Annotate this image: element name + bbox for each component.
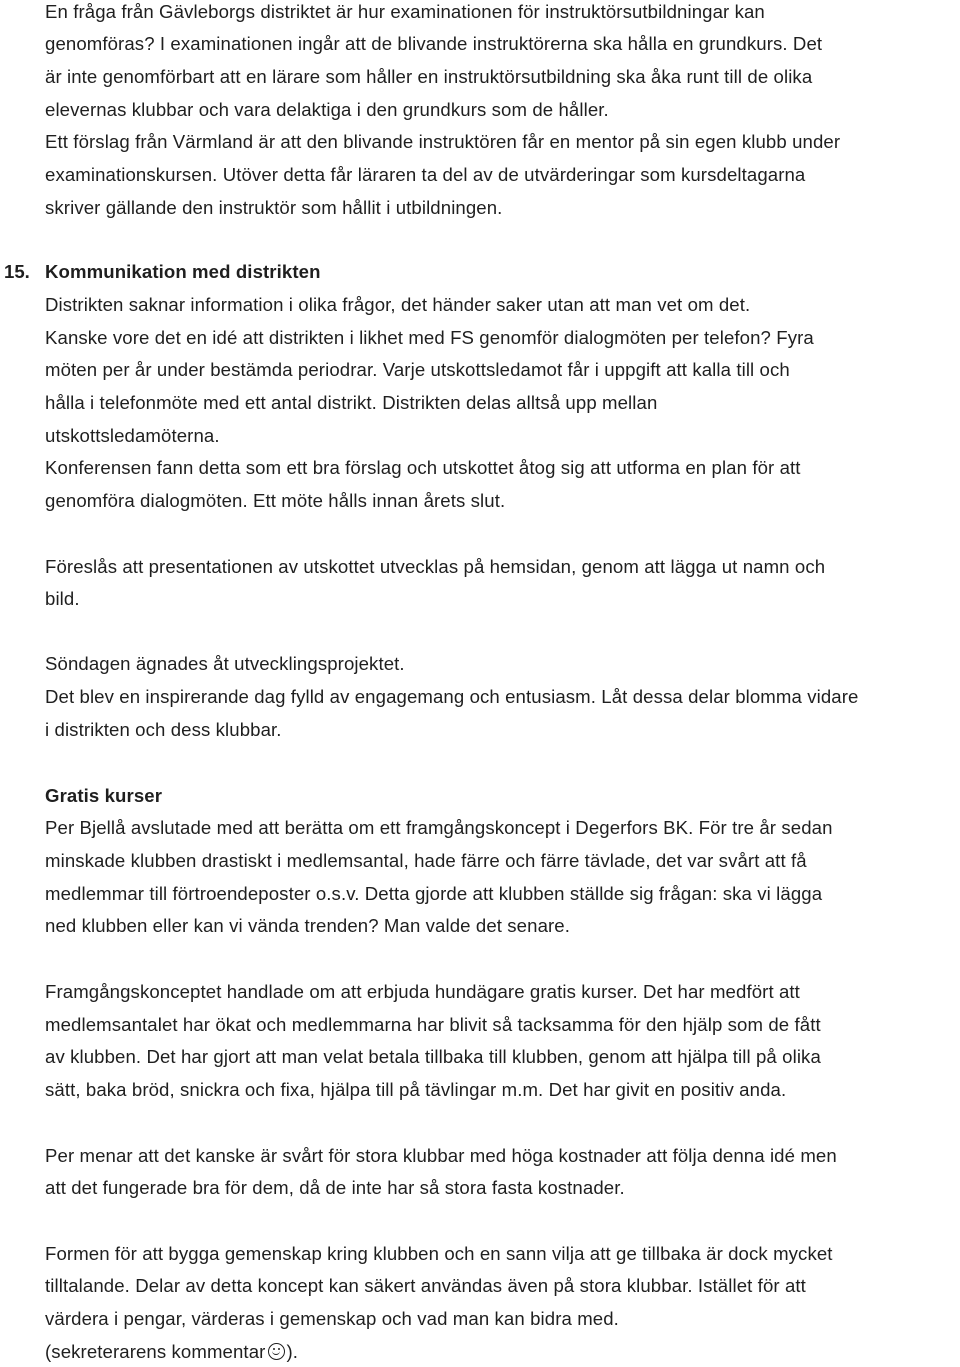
text-line: värdera i pengar, värderas i gemenskap och vad man kan bidra med. [45, 1308, 619, 1329]
text-line: Det blev en inspirerande dag fylld av engagemang och entusiasm. Låt dessa delar blomma vidare [45, 686, 859, 707]
text-line: genomföras? I examinationen ingår att de blivande instruktörerna ska hålla en grundkurs. Det [45, 33, 823, 54]
text-line: hålla i telefonmöte med ett antal distrikt. Distrikten delas alltså upp mellan [45, 392, 658, 413]
text-line: Föreslås att presentationen av utskottet utvecklas på hemsidan, genom att lägga ut namn och [45, 556, 826, 577]
section-heading: Gratis kurser [45, 785, 163, 806]
text-line: möten per år under bestämda periodrar. Varje utskottsledamot får i uppgift att kalla till och [45, 359, 790, 380]
text-line: Per menar att det kanske är svårt för stora klubbar med höga kostnader att följa denna idé men [45, 1145, 837, 1166]
section-number: 15. [4, 261, 30, 282]
text-line: medlemsantalet har ökat och medlemmarna har blivit så tacksamma för den hjälp som de fått [45, 1014, 821, 1035]
comment-closing: ). [286, 1341, 298, 1362]
text-line: Framgångskonceptet handlade om att erbjuda hundägare gratis kurser. Det har medfört att [45, 981, 800, 1002]
text-line: ned klubben eller kan vi vända trenden? Man valde det senare. [45, 915, 571, 936]
text-line: Kanske vore det en idé att distrikten i likhet med FS genomför dialogmöten per telefon? Fyra [45, 327, 814, 348]
text-line: Formen för att bygga gemenskap kring klubben och en sann vilja att ge tillbaka är dock mycket [45, 1243, 833, 1264]
text-line: Distrikten saknar information i olika frågor, det händer saker utan att man vet om det. [45, 294, 751, 315]
section-heading: Kommunikation med distrikten [45, 261, 321, 282]
text-line: i distrikten och dess klubbar. [45, 719, 282, 740]
text-line: genomföra dialogmöten. Ett möte hålls innan årets slut. [45, 490, 506, 511]
text-line: sätt, baka bröd, snickra och fixa, hjälpa till på tävlingar m.m. Det har givit en positiv anda. [45, 1079, 787, 1100]
text-line: av klubben. Det har gjort att man velat betala tillbaka till klubben, genom att hjälpa till på olika [45, 1046, 821, 1067]
text-line: Söndagen ägnades åt utvecklingsprojektet. [45, 653, 405, 674]
smiley-face-icon [268, 1343, 285, 1360]
text-line: Konferensen fann detta som ett bra förslag och utskottet åtog sig att utforma en plan för att [45, 457, 801, 478]
text-line: bild. [45, 588, 80, 609]
text-line: minskade klubben drastiskt i medlemsantal, hade färre och färre tävlade, det var svårt att få [45, 850, 807, 871]
text-line: Per Bjellå avslutade med att berätta om ett framgångskoncept i Degerfors BK. För tre år sedan [45, 817, 833, 838]
text-line: skriver gällande den instruktör som hållit i utbildningen. [45, 197, 503, 218]
text-line: utskottsledamöterna. [45, 425, 220, 446]
text-line: examinationskursen. Utöver detta får läraren ta del av de utvärderingar som kursdeltagarna [45, 164, 806, 185]
text-line: medlemmar till förtroendeposter o.s.v. Detta gjorde att klubben ställde sig frågan: ska vi lägga [45, 883, 823, 904]
secretary-comment [45, 1341, 298, 1363]
comment-text: (sekreterarens kommentar [45, 1341, 266, 1362]
text-line: En fråga från Gävleborgs distriktet är hur examinationen för instruktörsutbildningar kan [45, 1, 765, 22]
text-line: Ett förslag från Värmland är att den blivande instruktören får en mentor på sin egen klubb under [45, 131, 841, 152]
text-line: att det fungerade bra för dem, då de inte har så stora fasta kostnader. [45, 1177, 625, 1198]
text-line: tilltalande. Delar av detta koncept kan säkert användas även på stora klubbar. Istället för att [45, 1275, 806, 1296]
text-line: är inte genomförbart att en lärare som håller en instruktörsutbildning ska åka runt till de olika [45, 66, 813, 87]
text-line: elevernas klubbar och vara delaktiga i den grundkurs som de håller. [45, 99, 609, 120]
